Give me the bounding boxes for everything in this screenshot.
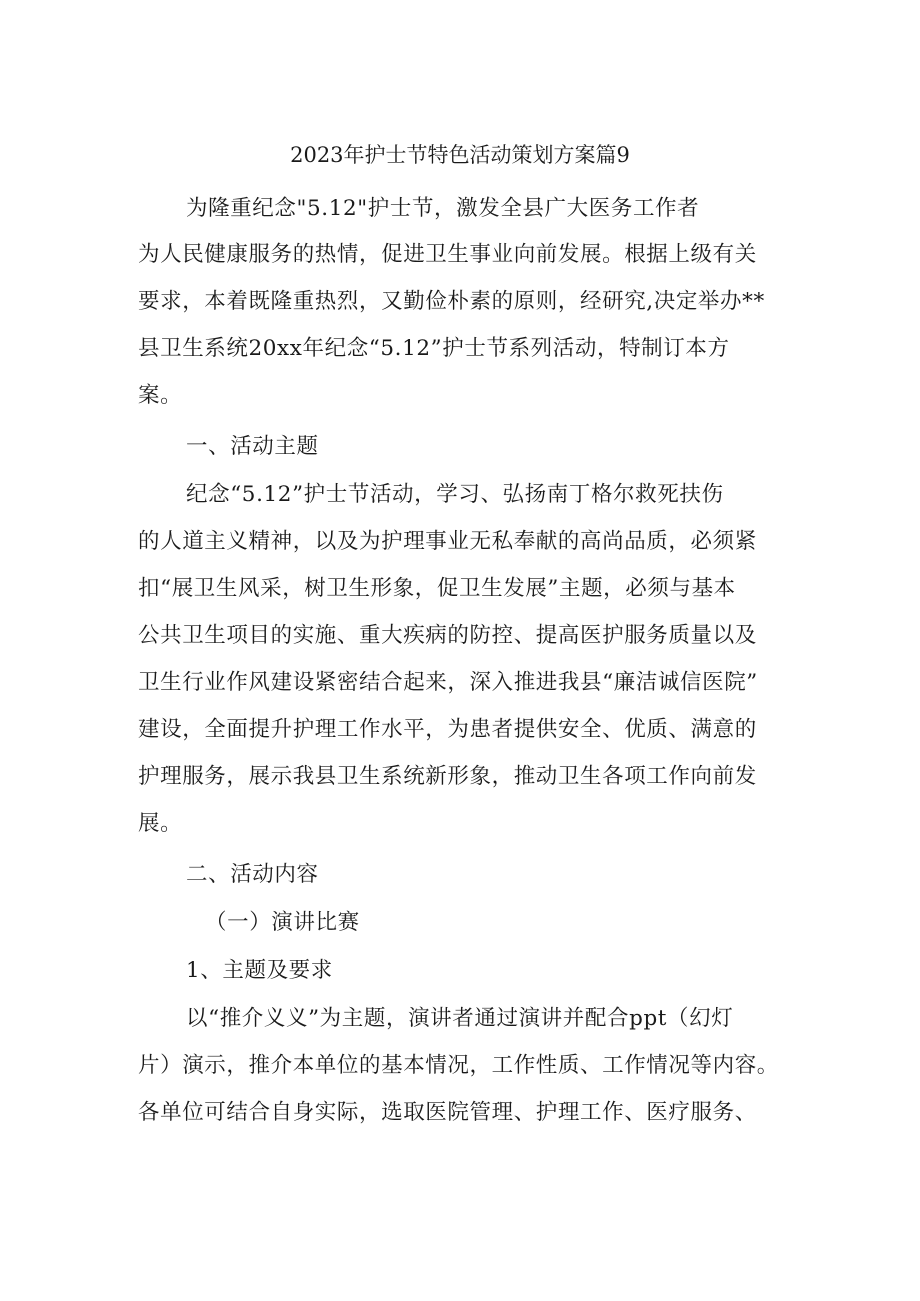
paragraph-line: 卫生行业作风建设紧密结合起来，深入推进我县“廉洁诚信医院” xyxy=(138,670,758,695)
paragraph-line: 护理服务，展示我县卫生系统新形象，推动卫生各项工作向前发 xyxy=(138,764,757,789)
paragraph-line: 的人道主义精神，以及为护理事业无私奉献的高尚品质，必须紧 xyxy=(138,529,757,554)
paragraph-line: 县卫生系统20xx年纪念“5.12”护士节系列活动，特制订本方 xyxy=(138,336,730,361)
section-heading: 一、活动主题 xyxy=(186,434,319,459)
paragraph-line: 以“推介义义”为主题，演讲者通过演讲并配合ppt（幻灯 xyxy=(186,1006,734,1031)
section-heading: 二、活动内容 xyxy=(186,862,319,887)
paragraph-line: 案。 xyxy=(138,383,183,408)
paragraph-line: 为人民健康服务的热情，促进卫生事业向前发展。根据上级有关 xyxy=(138,242,757,267)
paragraph-line: 纪念“5.12”护士节活动，学习、弘扬南丁格尔救死扶伤 xyxy=(186,482,724,507)
paragraph-line: 展。 xyxy=(138,811,183,836)
paragraph-line: 为隆重纪念"5.12"护士节，激发全县广大医务工作者 xyxy=(186,196,700,221)
paragraph-line: 公共卫生项目的实施、重大疾病的防控、提高医护服务质量以及 xyxy=(138,623,757,648)
subsection-heading: （一）演讲比赛 xyxy=(205,910,360,935)
paragraph-line: 要求，本着既隆重热烈，又勤俭朴素的原则，经研究,决定举办** xyxy=(138,289,765,314)
item-heading: 1、主题及要求 xyxy=(186,958,333,983)
paragraph-line: 扣“展卫生风采，树卫生形象，促卫生发展”主题，必须与基本 xyxy=(138,576,736,601)
paragraph-line: 各单位可结合自身实际，选取医院管理、护理工作、医疗服务、 xyxy=(138,1100,757,1125)
paragraph-line: 片）演示，推介本单位的基本情况，工作性质、工作情况等内容。 xyxy=(138,1053,779,1078)
paragraph-line: 建设，全面提升护理工作水平，为患者提供安全、优质、满意的 xyxy=(138,717,757,742)
document-title: 2023年护士节特色活动策划方案篇9 xyxy=(290,143,630,167)
